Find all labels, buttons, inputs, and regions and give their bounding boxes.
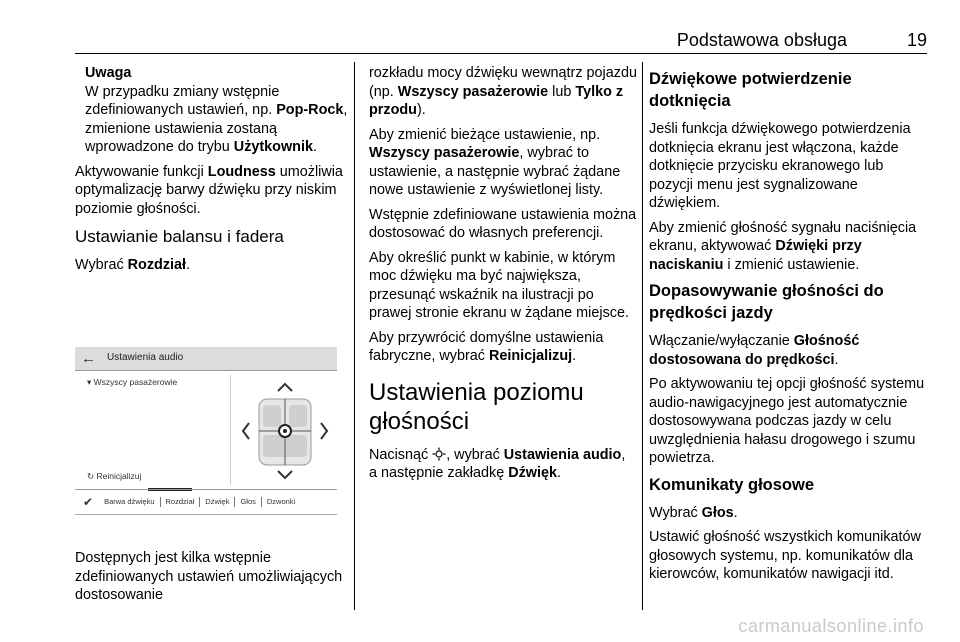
heading-volume-settings: Ustawienia poziomu głośności: [369, 378, 584, 435]
heading-voice-messages: Komunikaty głosowe: [649, 475, 815, 494]
loudness-paragraph: Aktywowanie funkcji Loudness umożliwia optymalizację barwy dźwięku przy niskim poziomie głośności.: [75, 163, 343, 217]
arrow-up-icon: [278, 384, 292, 391]
speed-description-paragraph: Po aktywowaniu tej opcji głośność systemu audio-nawigacyjnego jest automatycznie dostosowywana podczas jazdy w celu uwzględnienia hałasu drogowego i szumu powietrza.: [649, 376, 925, 466]
note-text: W przypadku zmiany wstępnie zdefiniowanych ustawień, np. Pop-Rock, zmienione ustawienia zostaną wprowadzone do trybu Użytkownik.: [85, 83, 348, 155]
volume-instructions-paragraph: Nacisnąć , wybrać Ustawienia audio, a następnie zakładkę Dźwięk.: [369, 446, 626, 481]
reset-paragraph: Aby przywrócić domyślne ustawienia fabryczne, wybrać Reinicjalizuj.: [369, 329, 604, 364]
presets-paragraph: Dostępnych jest kilka wstępnie zdefiniowanych ustawień umożliwiających dostosowanie: [75, 550, 343, 603]
heading-speed-volume: Dopasowywanie głośności do prędkości jazdy: [649, 282, 884, 322]
heading-touch-beep: Dźwiękowe potwierdzenie dotknięcia: [649, 70, 852, 110]
customize-paragraph: Wstępnie zdefiniowane ustawienia można dostosować do własnych preferencji.: [369, 206, 637, 241]
tab-tone: Barwa dźwięku: [104, 496, 155, 506]
check-icon: ✔: [83, 494, 94, 509]
column-right: [649, 64, 931, 590]
change-setting-paragraph: Aby zmienić bieżące ustawienie, np. Wszyscy pasażerowie, wybrać to ustawienie, a następnie wybrać żądane nowe ustawienie z wyświetlonej listy.: [369, 126, 621, 198]
note-title: Uwaga: [85, 65, 132, 81]
tab-distribution: Rozdział: [160, 497, 200, 507]
seat-front-right: [289, 405, 307, 427]
heading-balance-fader: Ustawianie balansu i fadera: [75, 227, 284, 246]
dropdown-icon: ▾: [87, 377, 94, 387]
column-middle: [369, 64, 637, 489]
speed-toggle-paragraph: Włączanie/wyłączanie Głośność dostosowana do prędkości.: [649, 333, 860, 368]
page-header: [75, 28, 927, 54]
select-voice-paragraph: Wybrać Głos.: [649, 504, 738, 521]
column-left: [75, 64, 353, 281]
tab-sound: Dźwięk: [199, 497, 234, 507]
screen-title-bar: [75, 347, 337, 371]
touch-volume-paragraph: Aby zmienić głośność sygnału naciśnięcia ekranu, aktywować Dźwięki przy naciskaniu i zmienić ustawienie.: [649, 219, 917, 273]
seat-balance-graphic: [235, 373, 335, 489]
pointer-paragraph: Aby określić punkt w kabinie, w którym moc dźwięku ma być największa, przesunąć wskaźnik na ilustracji po prawej stronie ekranu w żądane miejsce.: [369, 249, 629, 321]
note-box: [75, 64, 353, 157]
column-divider: [354, 62, 355, 610]
reset-option: ↻ Reinicjalizuj: [87, 471, 142, 481]
screen-title: Ustawienia audio: [107, 352, 184, 363]
seat-front-left: [263, 405, 281, 427]
arrow-down-icon: [278, 471, 292, 478]
tab-ringtones: Dzwonki: [261, 497, 300, 507]
audio-settings-screenshot: [75, 347, 337, 515]
touch-beep-paragraph: Jeśli funkcja dźwiękowego potwierdzenia dotknięcia ekranu jest włączona, każde dotknięcie przycisku ekranowego lub pozycji menu jest sygnalizowane dźwiękiem.: [649, 121, 911, 211]
voice-volume-paragraph: Ustawić głośność wszystkich komunikatów głosowych systemu, np. komunikatów dla kierowców, komunikatów nawigacji itd.: [649, 529, 921, 582]
column-divider: [642, 62, 643, 610]
option-panel: [81, 375, 231, 485]
back-arrow-icon: ←: [81, 350, 96, 367]
arrow-right-icon: [321, 423, 327, 439]
arrow-left-icon: [243, 423, 249, 439]
option-row: ▾ Wszyscy pasażerowie: [87, 377, 178, 387]
tab-voice: Głos: [234, 497, 260, 507]
section-title: Podstawowa obsługa: [676, 30, 847, 50]
page-number: 19: [906, 30, 927, 50]
select-distribution-paragraph: Wybrać Rozdział.: [75, 257, 191, 273]
distribution-paragraph: rozkładu mocy dźwięku wewnątrz pojazdu (np. Wszyscy pasażerowie lub Tylko z przodu).: [369, 65, 637, 118]
settings-icon: [432, 447, 446, 461]
reset-icon: ↻: [87, 471, 97, 481]
watermark: carmanualsonline.info: [738, 616, 924, 636]
screen-tab-bar: [75, 489, 337, 513]
